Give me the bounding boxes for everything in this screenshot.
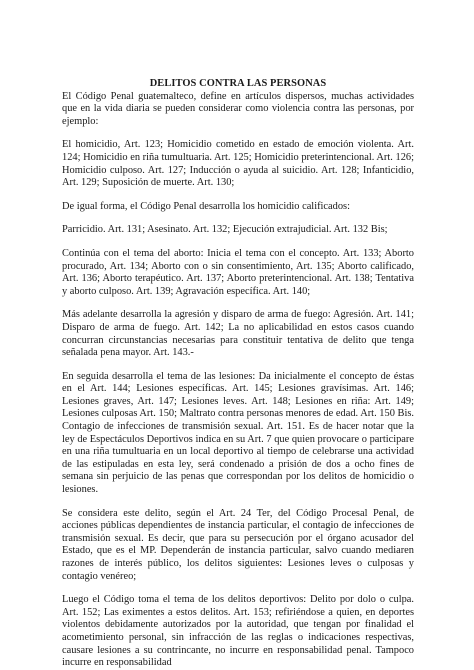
paragraph-calificados-intro: De igual forma, el Código Penal desarrolla los homicidio calificados: xyxy=(62,200,350,212)
paragraph-homicidios: El homicidio, Art. 123; Homicidio cometido en estado de emoción violenta. Art. 124; Homicidio en riña tumultuaria. Art. 125; Homicidio preterintencional. Art. 126; Homicidio culposo. Art. 127; Inducción o ayuda al suicidio. Art. 128; Infanticidio, Art. 129; Suposición de muerte. Art. 130; xyxy=(62,139,414,189)
paragraph-calificados: Parricidio. Art. 131; Asesinato. Art. 132; Ejecución extrajudicial. Art. 132 Bis; xyxy=(62,224,388,236)
paragraph-agresion: Más adelante desarrolla la agresión y disparo de arma de fuego: Agresión. Art. 141; Disparo de arma de fuego. Art. 142; La no aplicabilidad en estos casos cuando concurran circunstancias necesarias para constituir tentativa de delito que tenga señalada pena mayor. Art. 143.- xyxy=(62,309,414,359)
paragraph-lesiones: En seguida desarrolla el tema de las lesiones: Da inicialmente el concepto de éstas en el Art. 144; Lesiones específicas. Art. 145; Lesiones gravísimas. Art. 146; Lesiones graves, Art. 147; Lesiones leves. Art. 148; Lesiones en riña: Art. 149; Lesiones culposas Art. 150; Maltrato contra personas menores de edad. Art. 150 Bis. Contagio de infecciones de transmisión sexual. Art. 151. Es de hacer notar que la ley de Espectáculos Deportivos indica en su Art. 7 que quien provocare o participare en una riña tumultuaria en un local deportivo al tiempo de celebrarse una actividad de las estipuladas en esta ley, será condenado a prisión de dos a ocho fines de semana sin perjuicio de las penas que correspondan por los delitos de homicidio o lesiones. xyxy=(62,370,414,496)
paragraph-intro: El Código Penal guatemalteco, define en artículos dispersos, muchas actividades que en la vida diaria se pueden considerar como violencia contra las personas, por ejemplo: xyxy=(62,90,414,127)
paragraph-aborto: Continúa con el tema del aborto: Inicia el tema con el concepto. Art. 133; Aborto procurado, Art. 134; Aborto con o sin consentimiento, Art. 135; Aborto calificado, Art. 136; Aborto terapéutico. Art. 137; Aborto preterintencional. Art. 138; Tentativa y aborto culposo. Art. 139; Agravación específica. Art. 140; xyxy=(62,247,414,297)
paragraph-deportivos: Luego el Código toma el tema de los delitos deportivos: Delito por dolo o culpa. Art. 152; Las eximentes a estos delitos. Art. 153; refiriéndose a quien, en deportes violentos debidamente autorizados por la autoridad, que tengan por finalidad el acometimiento personal, sin infracción de las reglas o indicaciones respectivas, causare lesiones a su contrincante, no incurre en responsabilidad penal. Tampoco incurre en responsabilidad xyxy=(62,594,414,669)
paragraph-accion-publica: Se considera este delito, según el Art. 24 Ter, del Código Procesal Penal, de acciones públicas dependientes de instancia particular, el contagio de infecciones de transmisión sexual. Es decir, que para su persecución por el órgano acusador del Estado, que es el MP. Dependerán de instancia particular, salvo cuando mediaren razones de interés público, los delitos siguientes: Lesiones leves o culposas y contagio venéreo; xyxy=(62,507,414,582)
document-title: DELITOS CONTRA LAS PERSONAS xyxy=(149,78,327,89)
